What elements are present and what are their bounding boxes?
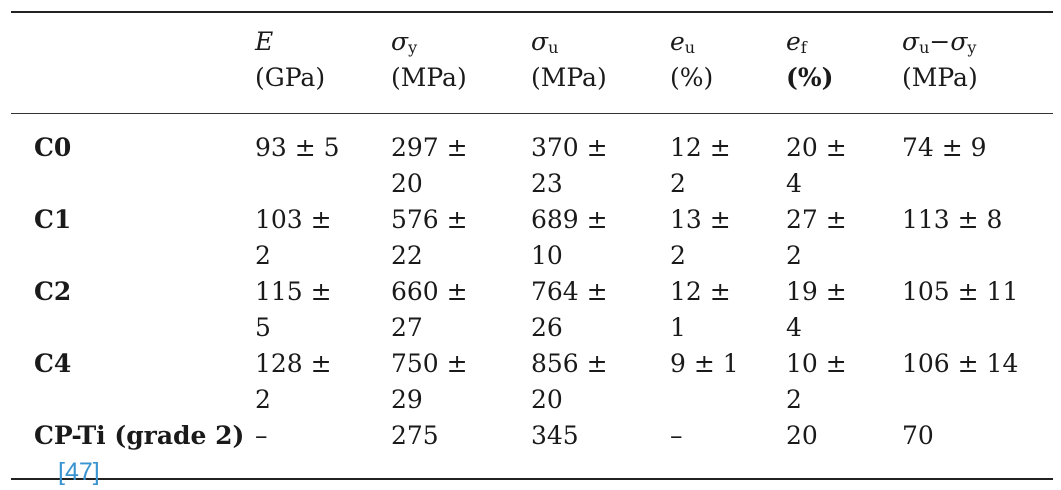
table-cell: 345	[531, 421, 579, 450]
table-cell: 19 ± 4	[786, 277, 847, 342]
table-cell: 105 ± 11	[902, 277, 1019, 306]
table-cell: 10 ± 2	[786, 349, 847, 414]
table-cell: 660 ± 27	[391, 277, 468, 342]
column-unit: (%)	[670, 63, 714, 92]
table-cell: 27 ± 2	[786, 205, 847, 270]
column-unit: (MPa)	[531, 63, 607, 92]
table-cell: 115 ± 5	[255, 277, 332, 342]
column-header-e_f	[786, 24, 833, 96]
table-cell: 106 ± 14	[902, 349, 1019, 378]
column-header-sigma_diff	[902, 24, 978, 96]
row-label: C1	[34, 205, 72, 234]
table-cell: 12 ± 1	[670, 277, 731, 342]
table-cell: 856 ± 20	[531, 349, 608, 414]
column-unit: (MPa)	[391, 63, 467, 92]
table-cell: 74 ± 9	[902, 133, 987, 162]
table-cell: 113 ± 8	[902, 205, 1003, 234]
row-label: CP-Ti (grade 2) [47]	[34, 418, 244, 490]
table-cell: 689 ± 10	[531, 205, 608, 270]
table-top-rule	[11, 11, 1053, 13]
column-header-sigma_u	[531, 24, 607, 96]
column-symbol: $\sigma_u-\sigma_y$	[902, 27, 977, 57]
table-cell: 13 ± 2	[670, 205, 731, 270]
column-symbol: $\sigma_u$	[531, 27, 559, 57]
table-header-rule	[11, 113, 1053, 114]
column-symbol: $e_u$	[670, 27, 696, 57]
column-unit: (GPa)	[255, 63, 326, 92]
table-cell: 750 ± 29	[391, 349, 468, 414]
table-cell: 297 ± 20	[391, 133, 468, 198]
column-header-E	[255, 24, 325, 96]
row-label: C4	[34, 349, 72, 378]
column-unit: (MPa)	[902, 63, 978, 92]
column-unit: (%)	[786, 63, 834, 92]
table-cell: 370 ± 23	[531, 133, 608, 198]
table-cell: 128 ± 2	[255, 349, 332, 414]
table-cell: 103 ± 2	[255, 205, 332, 270]
table-cell: –	[255, 421, 268, 450]
table-cell: 20	[786, 421, 818, 450]
column-symbol: $\sigma_y$	[391, 27, 418, 57]
row-label: C2	[34, 277, 72, 306]
reference-link[interactable]: [47]	[58, 458, 100, 486]
table-cell: 764 ± 26	[531, 277, 608, 342]
table-cell: 93 ± 5	[255, 133, 340, 162]
column-symbol: $e_f$	[786, 27, 807, 57]
column-header-e_u	[670, 24, 713, 96]
table-cell: 576 ± 22	[391, 205, 468, 270]
table-cell: 12 ± 2	[670, 133, 731, 198]
table-cell: 9 ± 1	[670, 349, 739, 378]
column-symbol: E	[255, 27, 274, 56]
table-cell: –	[670, 421, 683, 450]
row-label: C0	[34, 133, 72, 162]
table-cell: 70	[902, 421, 934, 450]
table-cell: 20 ± 4	[786, 133, 847, 198]
column-header-sigma_y	[391, 24, 467, 96]
table-cell: 275	[391, 421, 439, 450]
